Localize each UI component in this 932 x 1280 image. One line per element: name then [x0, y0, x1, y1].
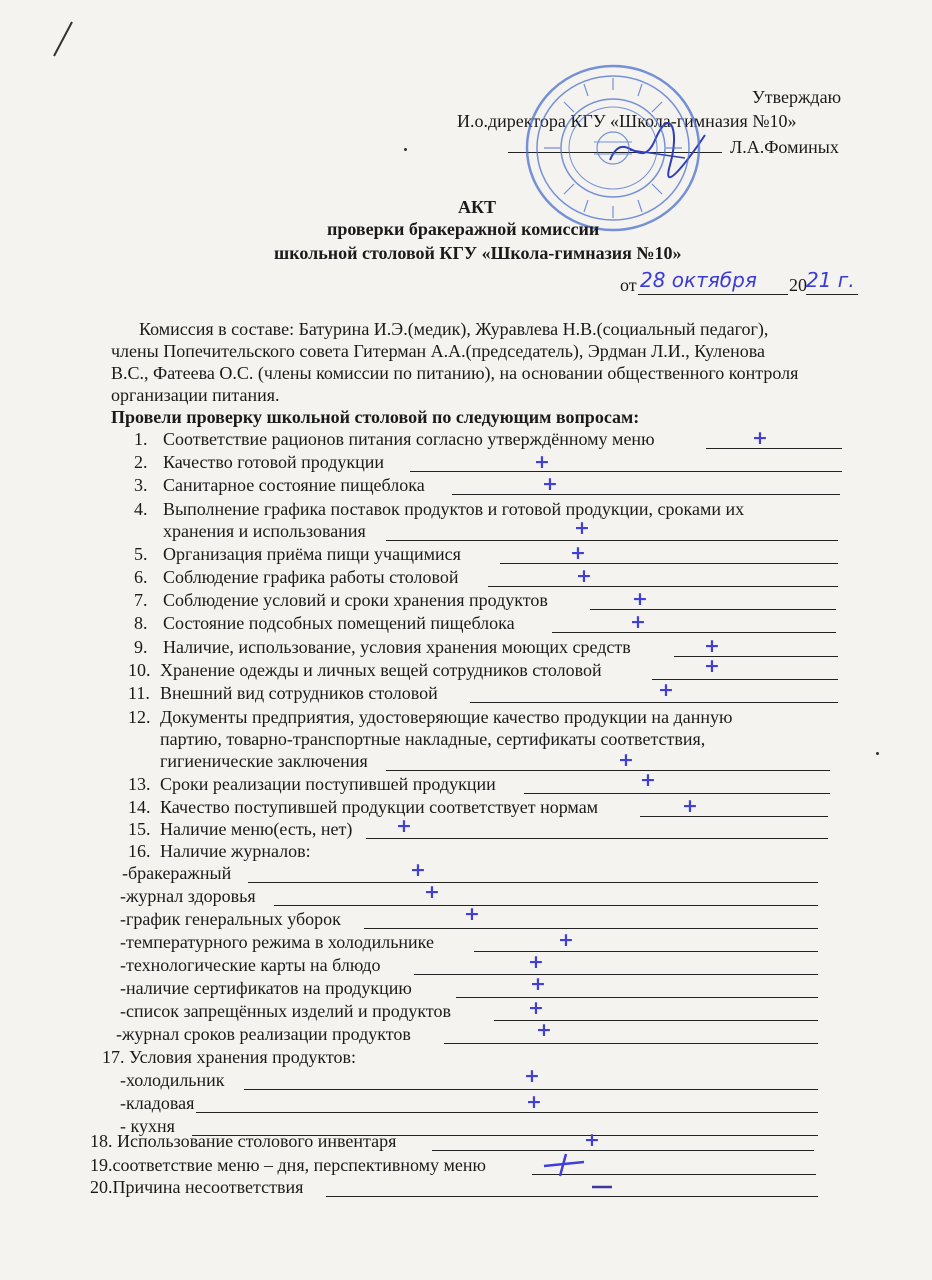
item-text-cont: хранения и использования: [163, 521, 366, 541]
item-text: Санитарное состояние пищеблока: [163, 475, 425, 495]
doc-subtitle-1: проверки бракеражной комиссии: [327, 219, 600, 239]
item-text: Соответствие рационов питания согласно утверждённому меню: [163, 429, 655, 449]
item-line: [366, 838, 828, 839]
date-prefix: от: [620, 275, 637, 295]
item-text: Выполнение графика поставок продуктов и готовой продукции, сроками их: [163, 499, 745, 519]
check-mark: +: [396, 815, 412, 837]
check-mark: +: [640, 769, 656, 791]
item-text: Качество поступившей продукции соответствует нормам: [160, 797, 599, 817]
item-num: 11.: [128, 683, 150, 703]
item-line: [386, 540, 838, 541]
item-text-cont: гигиенические заключения: [160, 751, 368, 771]
item-text-cont: партию, товарно-транспортные накладные, сертификаты соответствия,: [160, 729, 706, 749]
item-text: Наличие журналов:: [160, 841, 311, 861]
check-mark: +: [534, 451, 550, 473]
tail-item-20: 20.Причина несоответствия: [90, 1177, 304, 1197]
approve-label: Утверждаю: [752, 87, 842, 107]
journal-item: -журнал здоровья: [120, 886, 256, 906]
tail-item-19: 19.соответствие меню – дня, перспективному меню: [90, 1155, 486, 1175]
ink-dot: [404, 148, 407, 151]
item-line: [452, 494, 840, 495]
item-line: [706, 448, 842, 449]
commission-line-4: организации питания.: [111, 385, 280, 405]
official-stamp: [524, 62, 702, 234]
storage-item: -холодильник: [120, 1070, 225, 1090]
item-line: [488, 586, 838, 587]
item-line: [500, 563, 838, 564]
check-mark: +: [424, 881, 440, 903]
check-mark: +: [542, 473, 558, 495]
check-mark: +: [558, 929, 574, 951]
approver-position: И.о.директора КГУ «Школа-гимназия №10»: [457, 111, 797, 131]
item-num: 6.: [134, 567, 148, 587]
item-num: 14.: [128, 797, 151, 817]
date-day-line: [638, 294, 788, 295]
item-num: 10.: [128, 660, 151, 680]
item-text: Качество готовой продукции: [163, 452, 385, 472]
item-line: [274, 905, 818, 906]
item-text: Документы предприятия, удостоверяющие качество продукции на данную: [160, 707, 733, 727]
check-mark: +: [530, 973, 546, 995]
journal-item: -наличие сертификатов на продукцию: [120, 978, 412, 998]
check-mark: +: [704, 635, 720, 657]
item-line: [386, 770, 830, 771]
item-num: 13.: [128, 774, 151, 794]
check-mark: +: [410, 859, 426, 881]
check-mark: +: [630, 611, 646, 633]
check-mark: +: [526, 1091, 542, 1113]
item-line: [244, 1089, 818, 1090]
check-mark: +: [658, 679, 674, 701]
date-year-line: [806, 294, 858, 295]
item-line: [524, 793, 830, 794]
item-line: [470, 702, 838, 703]
item-num: 1.: [134, 429, 148, 449]
item-line: [196, 1112, 818, 1113]
item-line: [414, 974, 818, 975]
item-num: 5.: [134, 544, 148, 564]
journal-item: -температурного режима в холодильнике: [120, 932, 434, 952]
commission-line-1: Комиссия в составе: Батурина И.Э.(медик), Журавлева Н.В.(социальный педагог),: [139, 319, 769, 339]
item-num: 8.: [134, 613, 148, 633]
item-line: [432, 1150, 814, 1151]
date-year-prefix: 20: [789, 275, 807, 295]
item-num: 2.: [134, 452, 148, 472]
item-line: [590, 609, 836, 610]
check-mark: +: [752, 427, 768, 449]
dash-mark: [590, 1183, 614, 1191]
item-text: Соблюдение условий и сроки хранения продуктов: [163, 590, 548, 610]
item-line: [652, 679, 838, 680]
item-line: [248, 882, 818, 883]
check-mark: +: [576, 565, 592, 587]
check-mark: +: [618, 749, 634, 771]
check-mark: +: [536, 1019, 552, 1041]
check-mark: +: [524, 1065, 540, 1087]
item-text: Наличие меню(есть, нет): [160, 819, 353, 839]
item-num: 9.: [134, 637, 148, 657]
item-text: Хранение одежды и личных вещей сотрудников столовой: [160, 660, 602, 680]
journal-item: -технологические карты на блюдо: [120, 955, 381, 975]
date-day-month: 28 октября: [640, 268, 757, 292]
check-mark: [540, 1152, 588, 1178]
pen-stroke-mark: [50, 18, 80, 58]
item-text: Состояние подсобных помещений пищеблока: [163, 613, 515, 633]
item-line: [364, 928, 818, 929]
item-num: 7.: [134, 590, 148, 610]
check-mark: +: [704, 655, 720, 677]
check-mark: +: [528, 997, 544, 1019]
check-mark: +: [574, 517, 590, 539]
journal-item: -график генеральных уборок: [120, 909, 341, 929]
storage-heading: 17. Условия хранения продуктов:: [102, 1047, 357, 1067]
storage-item: - кухня: [120, 1116, 175, 1136]
check-mark: +: [682, 795, 698, 817]
check-mark: +: [632, 588, 648, 610]
item-text: Внешний вид сотрудников столовой: [160, 683, 438, 703]
item-text: Соблюдение графика работы столовой: [163, 567, 459, 587]
approver-name: Л.А.Фоминых: [730, 137, 839, 157]
item-text: Сроки реализации поступившей продукции: [160, 774, 496, 794]
item-text: Наличие, использование, условия хранения моющих средств: [163, 637, 631, 657]
check-mark: +: [528, 951, 544, 973]
item-text: Организация приёма пищи учащимися: [163, 544, 461, 564]
commission-line-2: члены Попечительского совета Гитерман А.А.(председатель), Эрдман Л.И., Куленова: [111, 341, 766, 361]
check-mark: +: [584, 1129, 600, 1151]
item-num: 12.: [128, 707, 151, 727]
tail-item-18: 18. Использование столового инвентаря: [90, 1131, 397, 1151]
item-line: [474, 951, 818, 952]
storage-item: -кладовая: [120, 1093, 195, 1113]
checked-heading: Провели проверку школьной столовой по следующим вопросам:: [111, 407, 640, 427]
item-line: [674, 656, 838, 657]
item-line: [552, 632, 836, 633]
item-line: [444, 1043, 818, 1044]
journal-item: -бракеражный: [122, 863, 232, 883]
item-num: 4.: [134, 499, 148, 519]
commission-line-3: В.С., Фатеева О.С. (члены комиссии по питанию), на основании общественного контроля: [111, 363, 799, 383]
item-line: [326, 1196, 818, 1197]
item-line: [410, 471, 842, 472]
ink-dot: [876, 752, 879, 755]
item-num: 16.: [128, 841, 151, 861]
journal-item: -журнал сроков реализации продуктов: [116, 1024, 411, 1044]
item-num: 15.: [128, 819, 151, 839]
check-mark: +: [570, 542, 586, 564]
check-mark: +: [464, 903, 480, 925]
doc-title: АКТ: [458, 197, 497, 217]
item-num: 3.: [134, 475, 148, 495]
journal-item: -список запрещённых изделий и продуктов: [120, 1001, 452, 1021]
item-line: [456, 997, 818, 998]
date-year-suffix: 21 г.: [806, 268, 855, 292]
item-line: [640, 816, 828, 817]
doc-subtitle-2: школьной столовой КГУ «Школа-гимназия №10»: [274, 243, 682, 263]
